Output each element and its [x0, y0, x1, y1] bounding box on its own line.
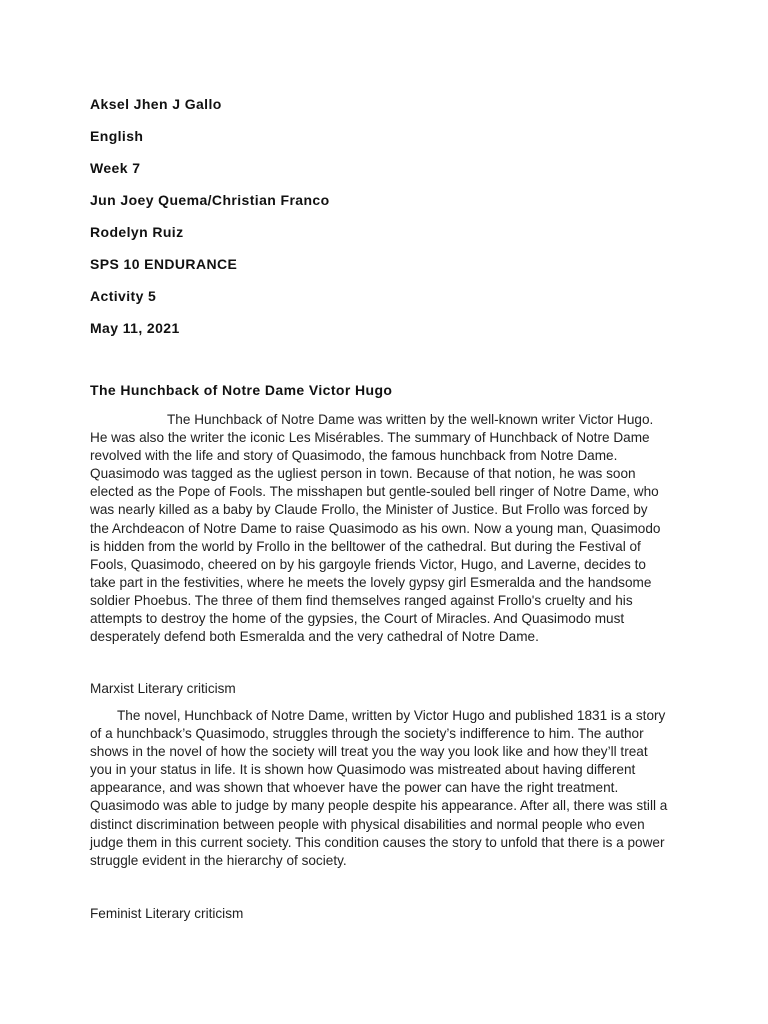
- paragraph-line: distinct discrimination between people with physical disabilities and normal people who even: [90, 816, 645, 832]
- paragraph-line: soldier Phoebus. The three of them find themselves ranged against Frollo's cruelty and his: [90, 592, 633, 608]
- paragraph-line: take part in the festivities, where he meets the lovely gypsy girl Esmeralda and the handsome: [90, 574, 652, 590]
- paragraph-line: judge them in this current society. This condition causes the story to unfold that there is a power: [90, 834, 665, 850]
- marxist-paragraph: [90, 707, 690, 870]
- paragraph-line: The Hunchback of Notre Dame was written by the well-known writer Victor Hugo.: [167, 412, 654, 427]
- summary-paragraph: [90, 411, 690, 646]
- marxist-heading: Marxist Literary criticism: [90, 681, 236, 696]
- paragraph-line: desperately defend both Esmeralda and the very cathedral of Notre Dame.: [90, 629, 539, 645]
- paragraph-line: He was also the writer the iconic Les Misérables. The summary of Hunchback of Notre Dame: [90, 430, 650, 446]
- paragraph-line: of a hunchback’s Quasimodo, struggles through the society’s indifference to him. The author: [90, 726, 644, 742]
- section: SPS 10 ENDURANCE: [90, 256, 238, 272]
- paragraph-line: elected as the Pope of Fools. The misshapen but gentle-souled bell ringer of Notre Dame, who: [90, 484, 659, 500]
- paragraph-line: Quasimodo was tagged as the ugliest person in town. Because of that notion, he was soon: [90, 466, 636, 482]
- author-name: Aksel Jhen J Gallo: [90, 96, 222, 112]
- paragraph-line: Quasimodo was able to judge by many people despite his appearance. After all, there was still a: [90, 798, 668, 814]
- paragraph-line: The novel, Hunchback of Notre Dame, written by Victor Hugo and published 1831 is a story: [117, 708, 666, 723]
- activity: Activity 5: [90, 288, 157, 304]
- paragraph-line: appearance, and was shown that whoever have the power can have the right treatment.: [90, 780, 619, 796]
- paragraph-line: the Archdeacon of Notre Dame to raise Quasimodo as his own. Now a young man, Quasimodo: [90, 520, 661, 536]
- paragraph-line: attempts to destroy the home of the gypsies, the Court of Miracles. And Quasimodo must: [90, 611, 625, 627]
- paragraph-line: shows in the novel of how the society will treat you the way you look like and how they’ll treat: [90, 744, 648, 760]
- paragraph-line: struggle evident in the hierarchy of society.: [90, 852, 347, 868]
- adviser: Rodelyn Ruiz: [90, 224, 184, 240]
- week: Week 7: [90, 160, 141, 176]
- subject: English: [90, 128, 144, 144]
- paragraph-line: is hidden from the world by Frollo in the belltower of the cathedral. But during the Festival of: [90, 538, 641, 554]
- feminist-heading: Feminist Literary criticism: [90, 906, 244, 921]
- date: May 11, 2021: [90, 320, 180, 336]
- paragraph-line: was nearly killed as a baby by Claude Frollo, the Minister of Justice. But Frollo was forced by: [90, 502, 648, 518]
- paragraph-line: Fools, Quasimodo, cheered on by his gargoyle friends Victor, Hugo, and Laverne, decides to: [90, 556, 646, 572]
- paragraph-line: you in your status in life. It is shown how Quasimodo was mistreated about having different: [90, 762, 636, 778]
- teachers: Jun Joey Quema/Christian Franco: [90, 192, 330, 208]
- essay-title: The Hunchback of Notre Dame Victor Hugo: [90, 382, 393, 398]
- paragraph-line: revolved with the life and story of Quasimodo, the famous hunchback from Notre Dame.: [90, 448, 618, 464]
